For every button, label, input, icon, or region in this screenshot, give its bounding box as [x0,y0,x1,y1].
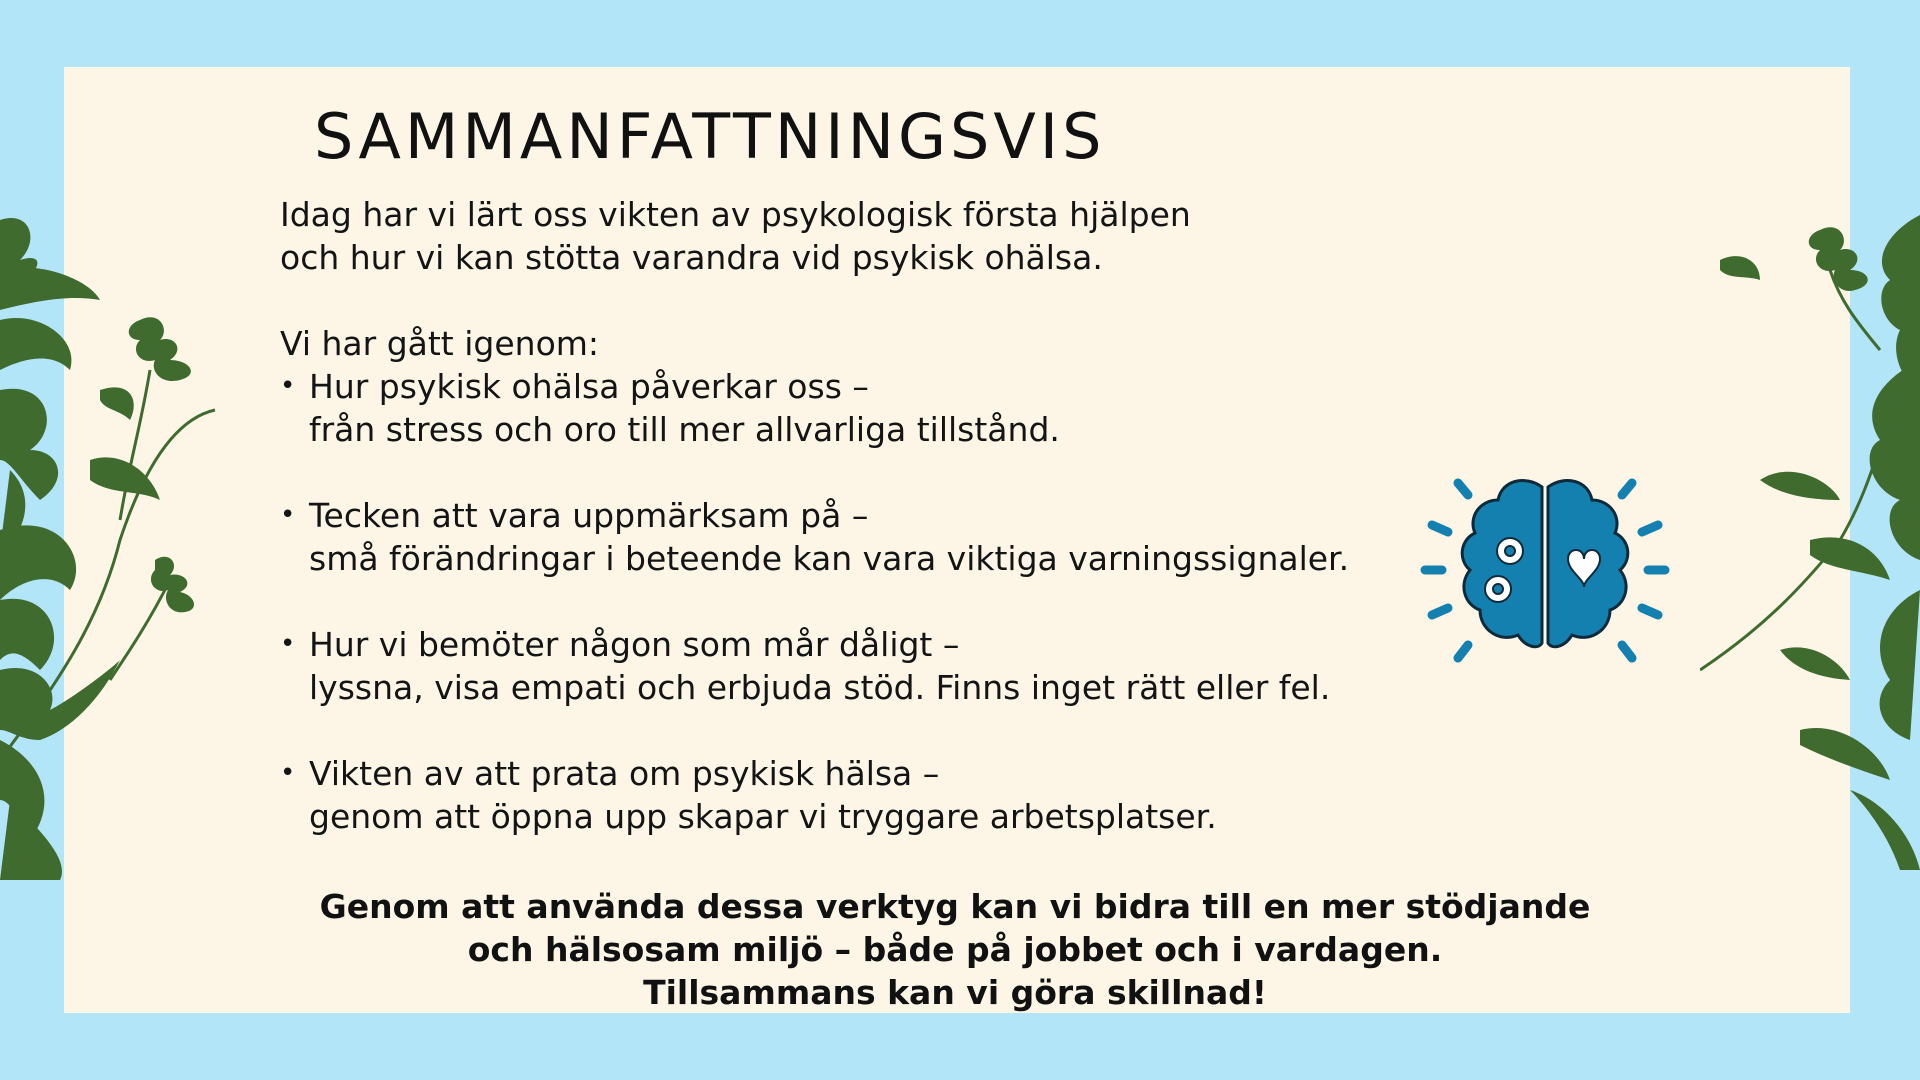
bullet-detail: genom att öppna upp skapar vi tryggare arbetsplatser. [309,797,1217,836]
list-item [280,365,1430,451]
bullet-head: Vikten av att prata om psykisk hälsa – [309,754,940,793]
leaf-plant-left-icon [0,200,240,880]
bullet-icon: • [280,371,296,401]
bullet-detail: små förändringar i beteende kan vara viktiga varningssignaler. [309,539,1350,578]
leaf-plant-right-icon [1700,210,1920,870]
list-item [280,752,1430,838]
brain-gears-heart-icon [1420,475,1670,675]
bullet-head: Tecken att vara uppmärksam på – [309,496,869,535]
summary-body [280,193,1430,838]
bullet-icon: • [280,758,296,788]
bullet-icon: • [280,500,296,530]
intro-line-2: och hur vi kan stötta varandra vid psykisk ohälsa. [280,238,1103,277]
closing-line-2: och hälsosam miljö – både på jobbet och i vardagen. [467,930,1443,969]
bullet-head: Hur psykisk ohälsa påverkar oss – [309,367,869,406]
closing-line-1: Genom att använda dessa verktyg kan vi bidra till en mer stödjande [319,887,1591,926]
bullet-icon: • [280,629,296,659]
list-heading: Vi har gått igenom: [280,324,600,363]
list-item [280,623,1430,709]
list-item [280,494,1430,580]
bullet-detail: lyssna, visa empati och erbjuda stöd. Finns inget rätt eller fel. [309,668,1331,707]
closing-statement [200,885,1710,1014]
page-title: SAMMANFATTNINGSVIS [314,100,1106,173]
intro-line-1: Idag har vi lärt oss vikten av psykologisk första hjälpen [280,195,1191,234]
bullet-head: Hur vi bemöter någon som mår dåligt – [309,625,960,664]
bullet-detail: från stress och oro till mer allvarliga tillstånd. [309,410,1060,449]
closing-line-3: Tillsammans kan vi göra skillnad! [643,973,1267,1012]
